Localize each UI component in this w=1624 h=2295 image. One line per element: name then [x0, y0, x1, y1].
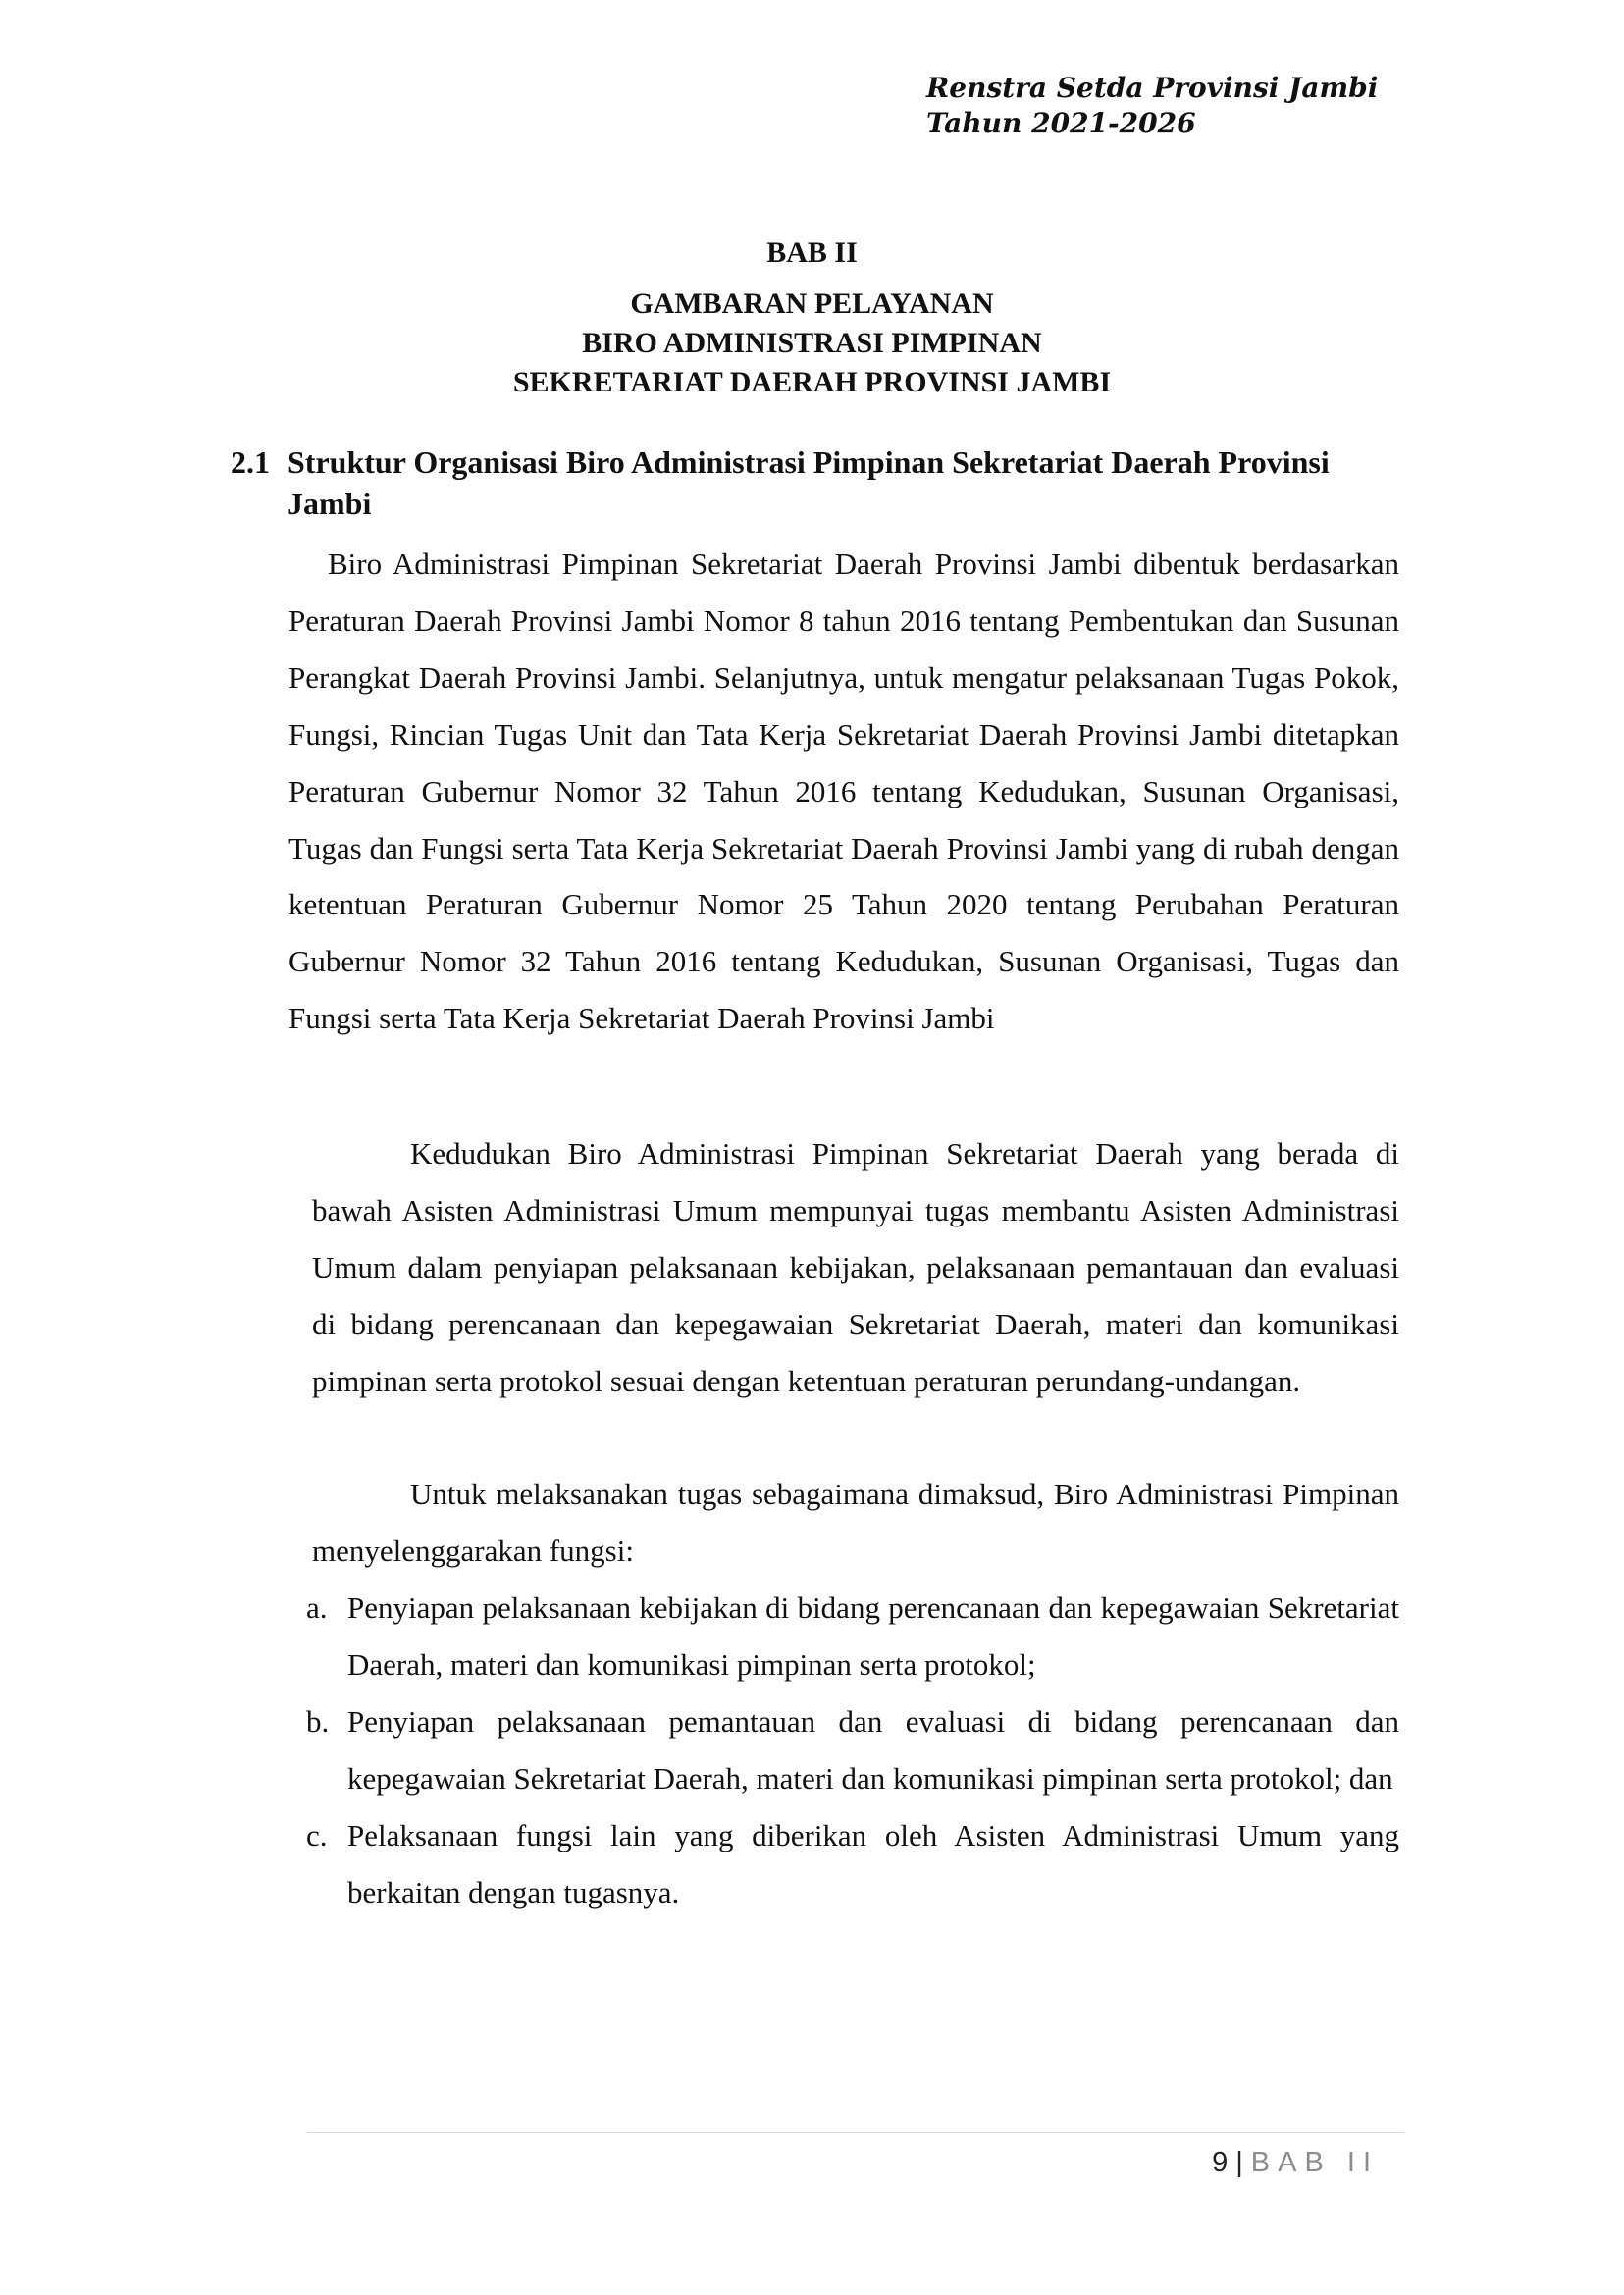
- list-marker: c.: [306, 1817, 328, 1852]
- chapter-title-line: SEKRETARIAT DAERAH PROVINSI JAMBI: [512, 366, 1112, 398]
- list-item-text: Pelaksanaan fungsi lain yang diberikan oleh Asisten Administrasi Umum yang berkaitan dengan tugasnya.: [347, 1817, 1399, 1909]
- section-title: Struktur Organisasi Biro Administrasi Pimpinan Sekretariat Daerah Provinsi Jambi: [288, 444, 1330, 521]
- running-header-title: Renstra Setda Provinsi Jambi: [926, 72, 1379, 104]
- list-item: [306, 1580, 1399, 1694]
- functions-list: [306, 1580, 1399, 1920]
- page-footer: [1212, 2145, 1379, 2180]
- paragraph-functions-intro: Untuk melaksanakan tugas sebagaimana dimaksud, Biro Administrasi Pimpinan menyelenggarakan fungsi:: [312, 1477, 1399, 1568]
- chapter-title-line: BIRO ADMINISTRASI PIMPINAN: [582, 327, 1042, 359]
- list-item-text: Penyiapan pelaksanaan pemantauan dan evaluasi di bidang perencanaan dan kepegawaian Sekretariat Daerah, materi dan komunikasi pimpinan serta protokol; dan: [347, 1703, 1399, 1796]
- chapter-number: BAB II: [766, 236, 858, 269]
- list-item-text: Penyiapan pelaksanaan kebijakan di bidang perencanaan dan kepegawaian Sekretariat Daerah, materi dan komunikasi pimpinan serta protokol;: [347, 1591, 1399, 1682]
- page-number: 9: [1212, 2147, 1229, 2178]
- footer-divider: [307, 2132, 1404, 2133]
- paragraph-legal-basis: Biro Administrasi Pimpinan Sekretariat Daerah Provinsi Jambi dibentuk berdasarkan Peraturan Daerah Provinsi Jambi Nomor 8 tahun 2016 tentang Pembentukan dan Susunan Perangkat Daerah Provinsi Jambi. Selanjutnya, untuk mengatur pelaksanaan Tugas Pokok, Fungsi, Rincian Tugas Unit dan Tata Kerja Sekretariat Daerah Provinsi Jambi ditetapkan Peraturan Gubernur Nomor 32 Tahun 2016 tentang Kedudukan, Susunan Organisasi, Tugas dan Fungsi serta Tata Kerja Sekretariat Daerah Provinsi Jambi yang di rubah dengan ketentuan Peraturan Gubernur Nomor 25 Tahun 2020 tentang Perubahan Peraturan Gubernur Nomor 32 Tahun 2016 tentang Kedudukan, Susunan Organisasi, Tugas dan Fungsi serta Tata Kerja Sekretariat Daerah Provinsi Jambi: [288, 547, 1399, 1036]
- list-item: [306, 1694, 1399, 1807]
- footer-chapter-label: BAB II: [1250, 2147, 1379, 2178]
- list-marker: a.: [306, 1591, 328, 1625]
- running-header-period: Tahun 2021-2026: [926, 107, 1196, 139]
- chapter-title-line: GAMBARAN PELAYANAN: [630, 287, 994, 320]
- section-number: 2.1: [231, 444, 270, 480]
- footer-separator: |: [1235, 2147, 1243, 2178]
- list-marker: b.: [306, 1703, 330, 1739]
- list-item: [306, 1807, 1399, 1921]
- paragraph-position-duties: Kedudukan Biro Administrasi Pimpinan Sekretariat Daerah yang berada di bawah Asisten Administrasi Umum mempunyai tugas membantu Asisten Administrasi Umum dalam penyiapan pelaksanaan kebijakan, pelaksanaan pemantauan dan evaluasi di bidang perencanaan dan kepegawaian Sekretariat Daerah, materi dan komunikasi pimpinan serta protokol sesuai dengan ketentuan peraturan perundang-undangan.: [312, 1136, 1399, 1398]
- running-header: [926, 71, 1437, 141]
